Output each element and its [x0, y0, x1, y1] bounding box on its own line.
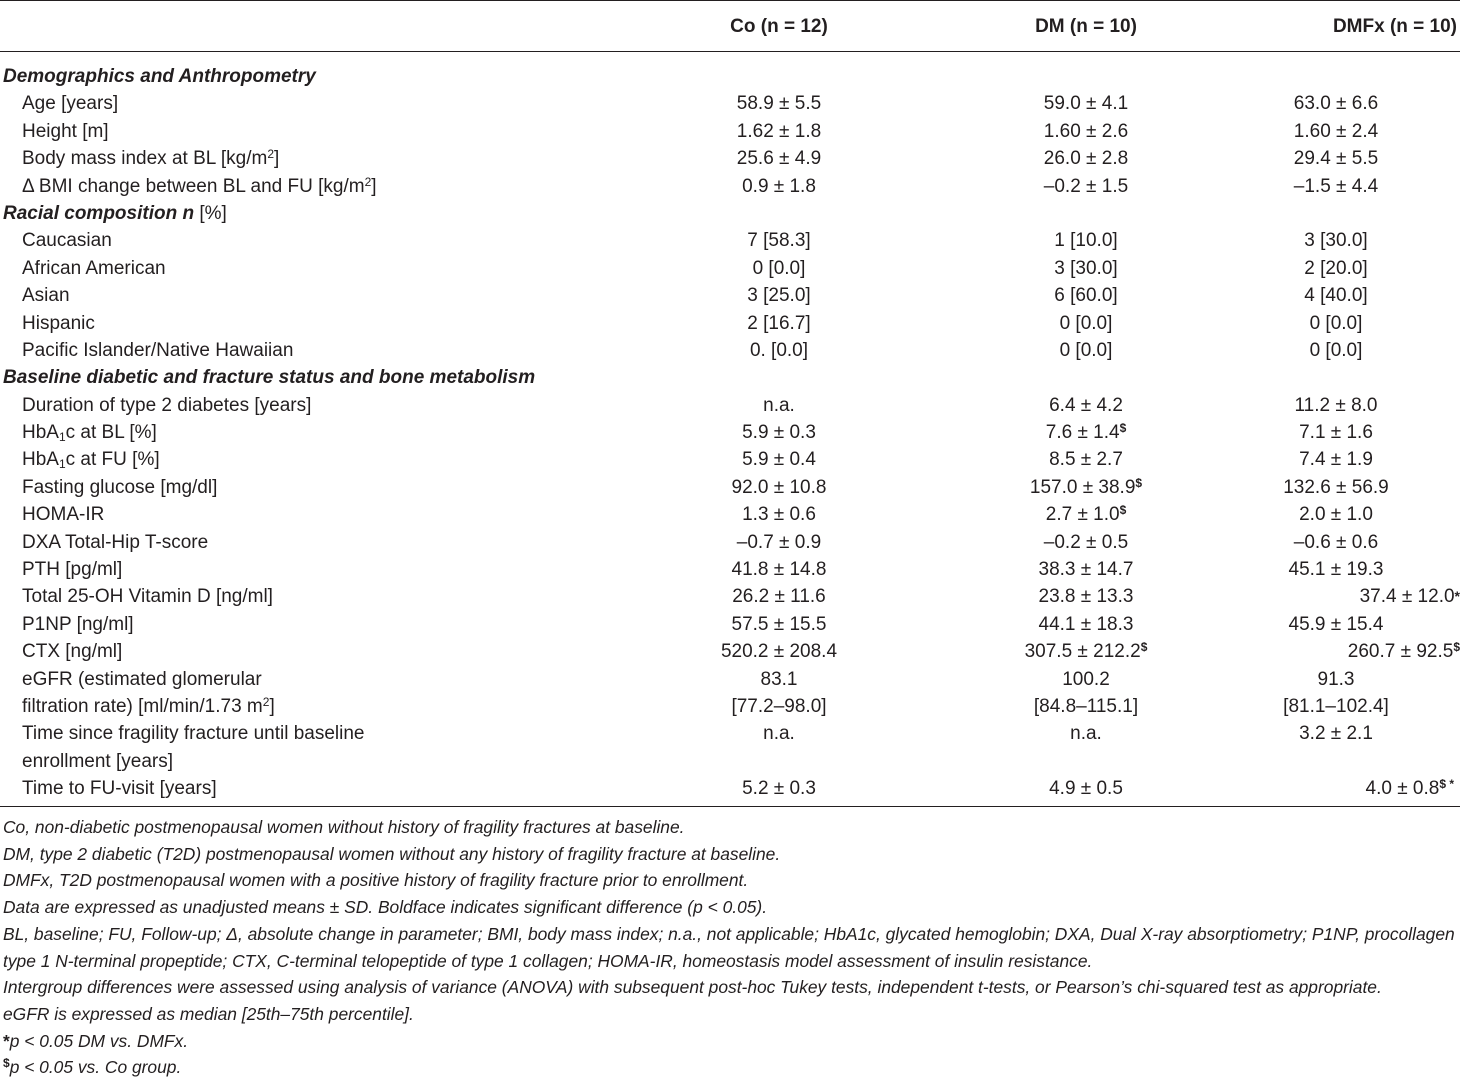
header-row [0, 0, 1460, 51]
table-row: PTH [pg/ml] 41.8 ± 14.8 38.3 ± 14.7 45.1 ± 19.3 [22, 559, 1384, 581]
header-co: Co (n = 12) [730, 16, 828, 37]
table-row: African American 0 [0.0] 3 [30.0] 2 [20.0] [22, 257, 1368, 279]
table-row: Height [m] 1.62 ± 1.8 1.60 ± 2.6 1.60 ± 2.4 [22, 120, 1379, 142]
dollar-symbol: $ [3, 1056, 10, 1071]
table-row: Δ BMI change between BL and FU $[kg/m^2]$ 0.9 ± 1.8 –0.2 ± 1.5 –1.5 ± 4.4 [22, 174, 1379, 197]
footnote: eGFR is expressed as median [25th–75th percentile]. [3, 1003, 414, 1024]
footnote: Co, non-diabetic postmenopausal women without history of fragility fractures at baseline. [3, 817, 685, 837]
significance-mark: $ [1140, 640, 1148, 655]
section-title: Demographics and Anthropometry [3, 66, 316, 87]
table-row: Time to FU-visit [years] 5.2 ± 0.3 4.9 ± 0.5 4.0 ± 0.8$ * [22, 777, 1454, 800]
header-dmfx: DMFx (n = 10) [1332, 16, 1457, 37]
significance-mark: $ [1119, 503, 1127, 518]
table-row: Pacific Islander/Native Hawaiian 0. [0.0] 0 [0.0] 0 [0.0] [22, 339, 1363, 361]
bottom-rule [0, 806, 1460, 807]
table-row: Duration of type 2 diabetes [years] n.a. 6.4 ± 4.2 11.2 ± 8.0 [22, 394, 1378, 416]
footnote: *p < 0.05 DM vs. DMFx. [3, 1030, 189, 1051]
table-footnotes [3, 814, 1458, 1081]
table-row: P1NP [ng/ml] 57.5 ± 15.5 44.1 ± 18.3 45.9 ± 15.4 [22, 613, 1384, 635]
significance-mark: $ * [1439, 777, 1454, 792]
footnote: $p < 0.05 vs. Co group. [3, 1056, 182, 1078]
section-baseline [0, 364, 1460, 391]
table-row: HbA$_1$c at BL [%] 5.9 ± 0.3 7.6 ± 1.4$ 7.1 ± 1.6 [22, 421, 1373, 445]
footnote: DMFx, T2D postmenopausal women with a positive history of fragility fracture prior to enrollment. [3, 870, 749, 891]
table-row: Body mass index at BL $[kg/m^2]$ 25.6 ± 4.9 26.0 ± 2.8 29.4 ± 5.5 [22, 147, 1379, 170]
table-row: Age [years] 58.9 ± 5.5 59.0 ± 4.1 63.0 ± 6.6 [22, 93, 1379, 115]
table-row: filtration rate) [ml/min/1.73 $m^2$] [77.2–98.0] [84.8–115.1] [81.1–102.4] [22, 694, 1389, 717]
table-row: Hispanic 2 [16.7] 0 [0.0] 0 [0.0] [22, 312, 1363, 334]
table-row: Total 25-OH Vitamin D [ng/ml] 26.2 ± 11.6 23.8 ± 13.3 37.4 ± 12.0* [22, 586, 1460, 608]
table-row: Asian 3 [25.0] 6 [60.0] 4 [40.0] [22, 285, 1368, 307]
footnote: DM, type 2 diabetic (T2D) postmenopausal women without any history of fragility fracture at baseline. [3, 843, 781, 864]
section-demographics [0, 63, 1460, 90]
table-row: HbA$_1$c at FU [%] 5.9 ± 0.4 8.5 ± 2.7 7.4 ± 1.9 [22, 449, 1373, 472]
footnote: Data are expressed as unadjusted means ± SD. Boldface indicates significant difference (p < 0.05). [3, 897, 768, 918]
table-row: HOMA-IR 1.3 ± 0.6 2.7 ± 1.0$ 2.0 ± 1.0 [22, 503, 1373, 526]
significance-mark: $ [1135, 475, 1143, 490]
footnote: BL, baseline; FU, Follow-up; Δ, absolute change in parameter; BMI, body mass index; n.a., not applicable; HbA1c, glycated hemoglobin; DXA, Dual X-ray absorptiometry; P1NP, procollagen type 1 N-terminal propeptide; CTX, C-terminal telopeptide of type 1 collagen; HOMA-IR, homeostasis model assessment of insulin resistance. [3, 923, 1455, 971]
table-row: Time since fragility fracture until baseline n.a. n.a. 3.2 ± 2.1 [22, 723, 1373, 745]
asterisk-symbol: * [3, 1030, 10, 1051]
table-row: DXA Total-Hip T-score –0.7 ± 0.9 –0.2 ± 0.5 –0.6 ± 0.6 [22, 531, 1379, 553]
significance-mark: $ [1119, 421, 1127, 436]
section-title: Baseline diabetic and fracture status and bone metabolism [3, 367, 536, 389]
table-row: Fasting glucose [mg/dl] 92.0 ± 10.8 157.0 ± 38.9$ 132.6 ± 56.9 [22, 475, 1389, 498]
table-row: eGFR (estimated glomerular 83.1 100.2 91.3 [22, 668, 1355, 690]
significance-mark: * [1454, 588, 1460, 605]
section-racial: Racial composition n [%] [3, 202, 227, 224]
significance-mark: $ [1453, 640, 1460, 655]
table-row: Caucasian 7 [58.3] 1 [10.0] 3 [30.0] [22, 230, 1368, 252]
table-row: CTX [ng/ml] 520.2 ± 208.4 307.5 ± 212.2$ 260.7 ± 92.5$ [22, 640, 1460, 663]
table-row: enrollment [years] [22, 750, 174, 772]
header-dm: DM (n = 10) [1035, 16, 1137, 37]
footnote: Intergroup differences were assessed using analysis of variance (ANOVA) with subsequent post-hoc Tukey tests, independent t-tests, or Pearson’s chi-squared test as appropriate. [3, 977, 1382, 998]
